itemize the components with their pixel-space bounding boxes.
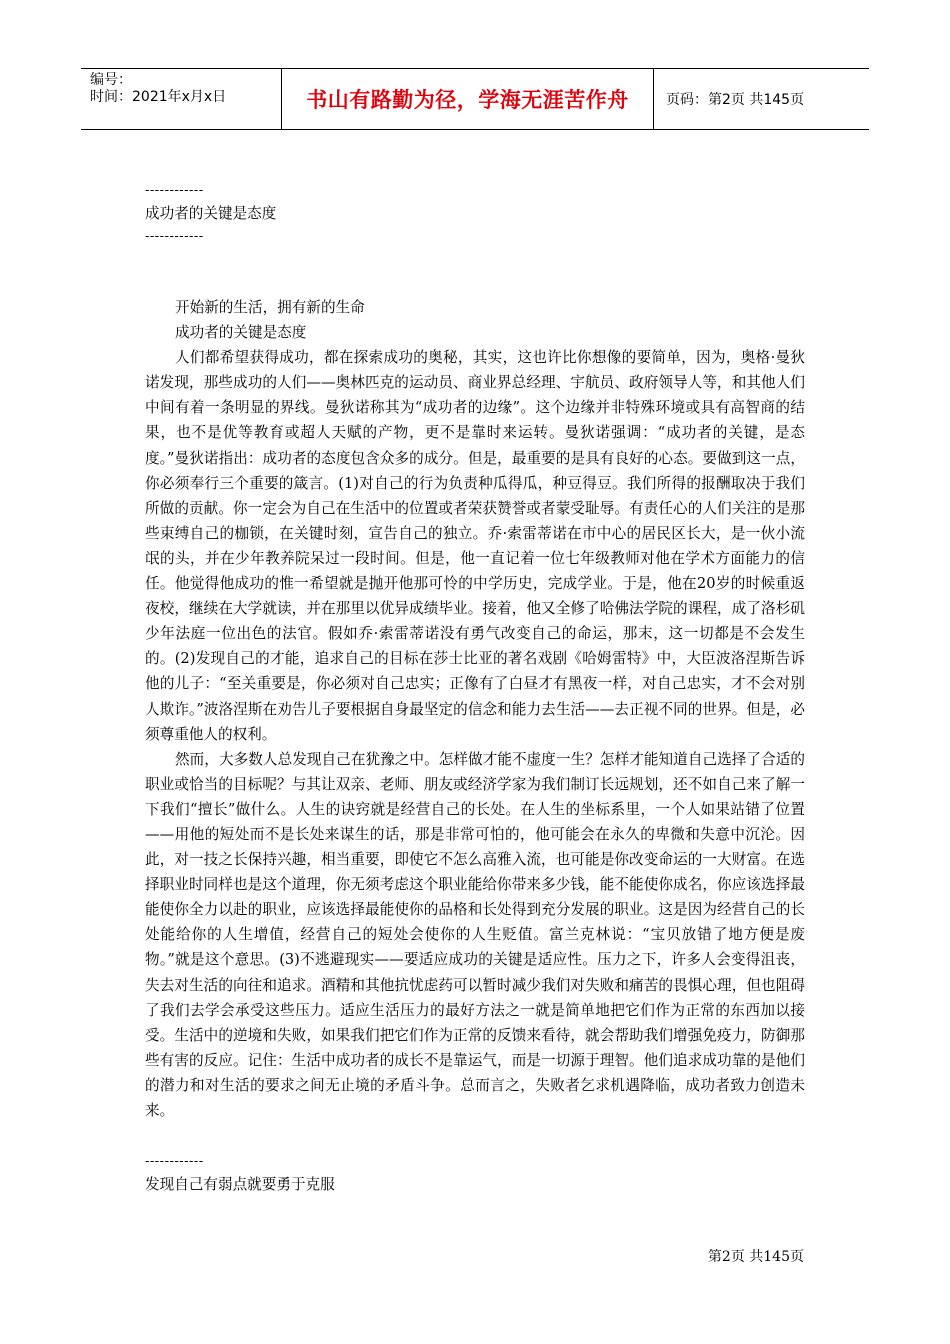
paragraph: 然而，大多数人总发现自己在犹豫之中。怎样做才能不虚度一生？怎样才能知道自己选择了合适的职业或恰当的目标呢？与其让双亲、老师、朋友或经济学家为我们制订长远规划，还不如自己来了解一下我们“擅长”做什么。人生的诀窍就是经营自己的长处。在人生的坐标系里，一个人如果站错了位置——用他的短处而不是长处来谋生的话，那是非常可怕的，他可能会在永久的卑微和失意中沉沦。因此，对一技之长保持兴趣，相当重要，即使它不怎么高雅入流，也可能是你改变命运的一大财富。在选择职业时同样也是这个道理，你无须考虑这个职业能给你带来多少钱，能不能使你成名，你应该选择最能使你全力以赴的职业，应该选择最能使你的品格和长处得到充分发展的职业。这是因为经营自己的长处能给你的人生增值，经营自己的短处会使你的人生贬值。富兰克林说：“宝贝放错了地方便是废物。”就是这个意思。(3)不逃避现实——要适应成功的关键是适应性。压力之下，许多人会变得沮丧，失去对生活的向往和追求。酒精和其他抗忧虑药可以暂时减少我们对失败和痛苦的畏惧心理，但也阻碍了我们去学会承受这些压力。适应生活压力的最好方法之一就是简单地把它们作为正常的东西加以接受。生活中的逆境和失败，如果我们把它们作为正常的反馈来看待，就会帮助我们增强免疫力，防御那些有害的反应。记住：生活中成功者的成长不是靠运气，而是一切源于理智。他们追求成功靠的是他们的潜力和对生活的要求之间无止境的矛盾斗争。总而言之，失败者乞求机遇降临，成功者致力创造未来。 (145, 750, 805, 1119)
page-header (81, 68, 869, 130)
header-page-info: 页码：第2页 共145页 (666, 92, 805, 108)
subtitle: 成功者的关键是态度 (175, 324, 307, 342)
section-title: 发现自己有弱点就要勇于克服 (145, 1176, 335, 1194)
separator-line: ------------ (145, 229, 204, 244)
paragraph: 人们都希望获得成功，都在探索成功的奥秘，其实，这也许比你想像的要简单，因为，奥格·曼狄诺发现，那些成功的人们——奥林匹克的运动员、商业界总经理、宇航员、政府领导人等，和其他人们中间有着一条明显的界线。曼狄诺称其为“成功者的边缘”。这个边缘并非特殊环境或具有高智商的结果，也不是优等教育或超人天赋的产物，更不是靠时来运转。曼狄诺强调：“成功者的关键，是态度。”曼狄诺指出：成功者的态度包含众多的成分。但是，最重要的是具有良好的心态。要做到这一点，你必须奉行三个重要的箴言。(1)对自己的行为负责种瓜得瓜，种豆得豆。我们所得的报酬取决于我们所做的贡献。你一定会为自己在生活中的位置或者荣获赞誉或者蒙受耻辱。有责任心的人们关注的是那些束缚自己的枷锁，在关键时刻，宣告自己的独立。乔·索雷蒂诺在市中心的居民区长大，是一伙小流氓的头，并在少年教养院呆过一段时间。但是，他一直记着一位七年级教师对他在学术方面能力的信任。他觉得他成功的惟一希望就是抛开他那可怜的中学历史，完成学业。于是，他在20岁的时候重返夜校，继续在大学就读，并在那里以优异成绩毕业。接着，他又全修了哈佛法学院的课程，成了洛杉矶少年法庭一位出色的法官。假如乔·索雷蒂诺没有勇气改变自己的命运，那末，这一切都是不会发生的。(2)发现自己的才能，追求自己的目标在莎士比亚的著名戏剧《哈姆雷特》中，大臣波洛涅斯告诉他的儿子：“至关重要是，你必须对自己忠实；正像有了白昼才有黑夜一样，对自己忠实，才不会对别人欺诈。”波洛涅斯在劝告儿子要根据自身最坚定的信念和能力去生活——去正视不同的世界。但是，必须尊重他人的权利。 (145, 349, 805, 743)
number-label: 编号： (90, 72, 132, 88)
page-footer: 第2页 共145页 (707, 1249, 804, 1265)
header-motto: 书山有路勤为径，学海无涯苦作舟 (282, 69, 654, 129)
separator-line: ------------ (145, 183, 204, 198)
header-meta (81, 69, 282, 129)
subtitle: 开始新的生活，拥有新的生命 (175, 299, 365, 316)
section-title: 成功者的关键是态度 (145, 205, 277, 222)
document-body (145, 180, 805, 1197)
time-label: 时间：2021年x月x日 (90, 89, 227, 105)
separator-line: ------------ (145, 1154, 204, 1170)
